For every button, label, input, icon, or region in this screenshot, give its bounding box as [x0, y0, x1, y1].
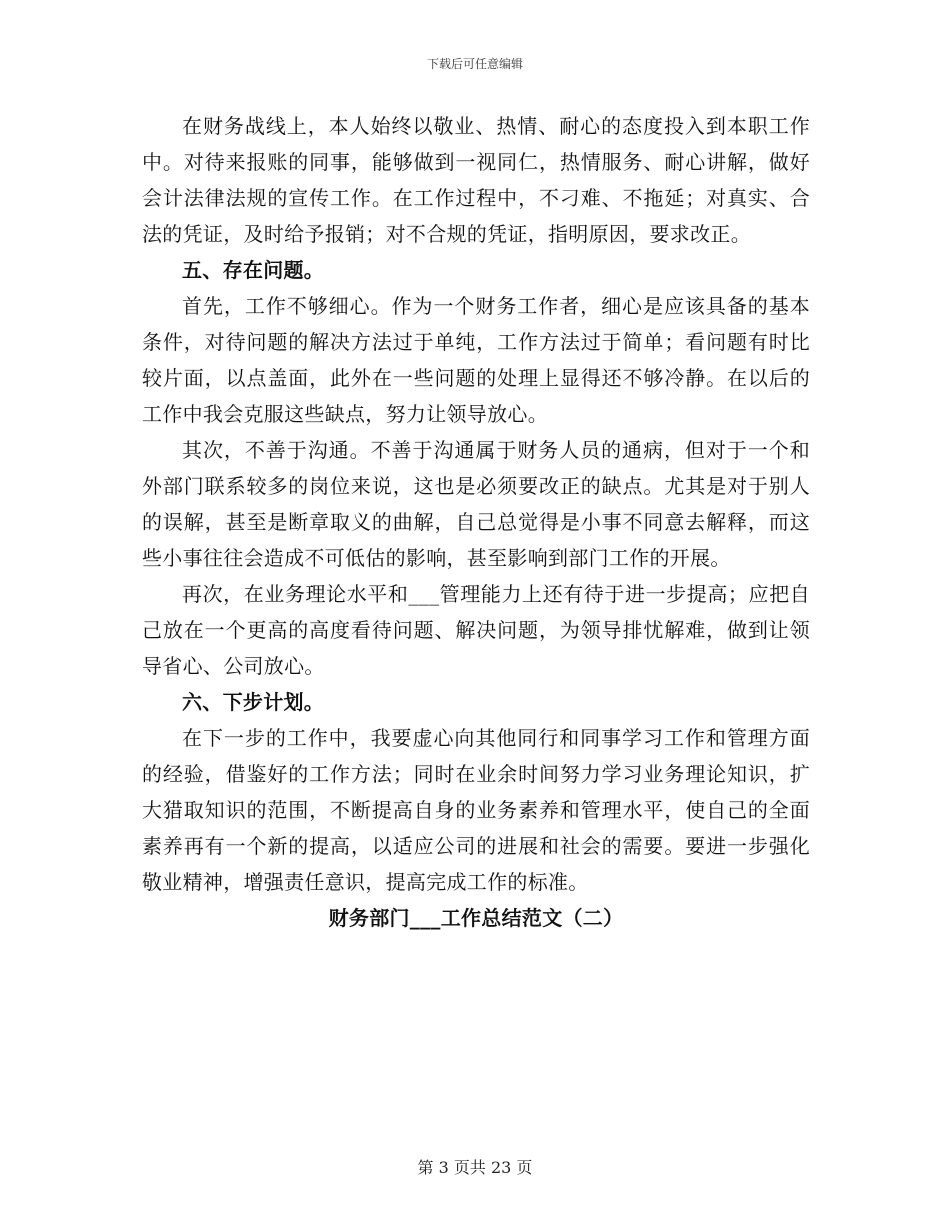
- section-heading-problems: 五、存在问题。: [182, 258, 325, 282]
- paragraph-service-attitude: 在财务战线上，本人始终以敬业、热情、耐心的态度投入到本职工作中。对待来报账的同事，能够做到一视同仁，热情服务、耐心讲解，做好会计法律法规的宣传工作。在工作过程中，不刁难、不拖延；对真实、合法的凭证，及时给予报销；对不合规的凭证，指明原因，要求改正。: [142, 114, 810, 246]
- paragraph-problem-carefulness: 首先，工作不够细心。作为一个财务工作者，细心是应该具备的基本条件，对待问题的解决方法过于单纯，工作方法过于简单；看问题有时比较片面，以点盖面，此外在一些问题的处理上显得还不够冷静。在以后的工作中我会克服这些缺点，努力让领导放心。: [142, 294, 810, 426]
- paragraph-next-plan: 在下一步的工作中，我要虚心向其他同行和同事学习工作和管理方面的经验，借鉴好的工作方法；同时在业余时间努力学习业务理论知识，扩大猎取知识的范围，不断提高自身的业务素养和管理水平，使自己的全面素养再有一个新的提高，以适应公司的进展和社会的需要。要进一步强化敬业精神，增强责任意识，提高完成工作的标准。: [142, 726, 810, 894]
- section-heading-next-plan: 六、下步计划。: [182, 690, 325, 714]
- page-header-note: 下载后可任意编辑: [426, 57, 523, 71]
- document-body: [142, 108, 810, 936]
- document-title-part-two: 财务部门___工作总结范文（二）: [328, 906, 624, 930]
- paragraph-problem-communication: 其次，不善于沟通。不善于沟通属于财务人员的通病，但对于一个和外部门联系较多的岗位来说，这也是必须要改正的缺点。尤其是对于别人的误解，甚至是断章取义的曲解，自己总觉得是小事不同意去解释，而这些小事往往会造成不可低估的影响，甚至影响到部门工作的开展。: [142, 438, 810, 570]
- paragraph-problem-theory: 再次，在业务理论水平和___管理能力上还有待于进一步提高；应把自己放在一个更高的高度看待问题、解决问题，为领导排忧解难，做到让领导省心、公司放心。: [142, 582, 810, 678]
- page-number-footer: 第 3 页共 23 页: [417, 1158, 533, 1177]
